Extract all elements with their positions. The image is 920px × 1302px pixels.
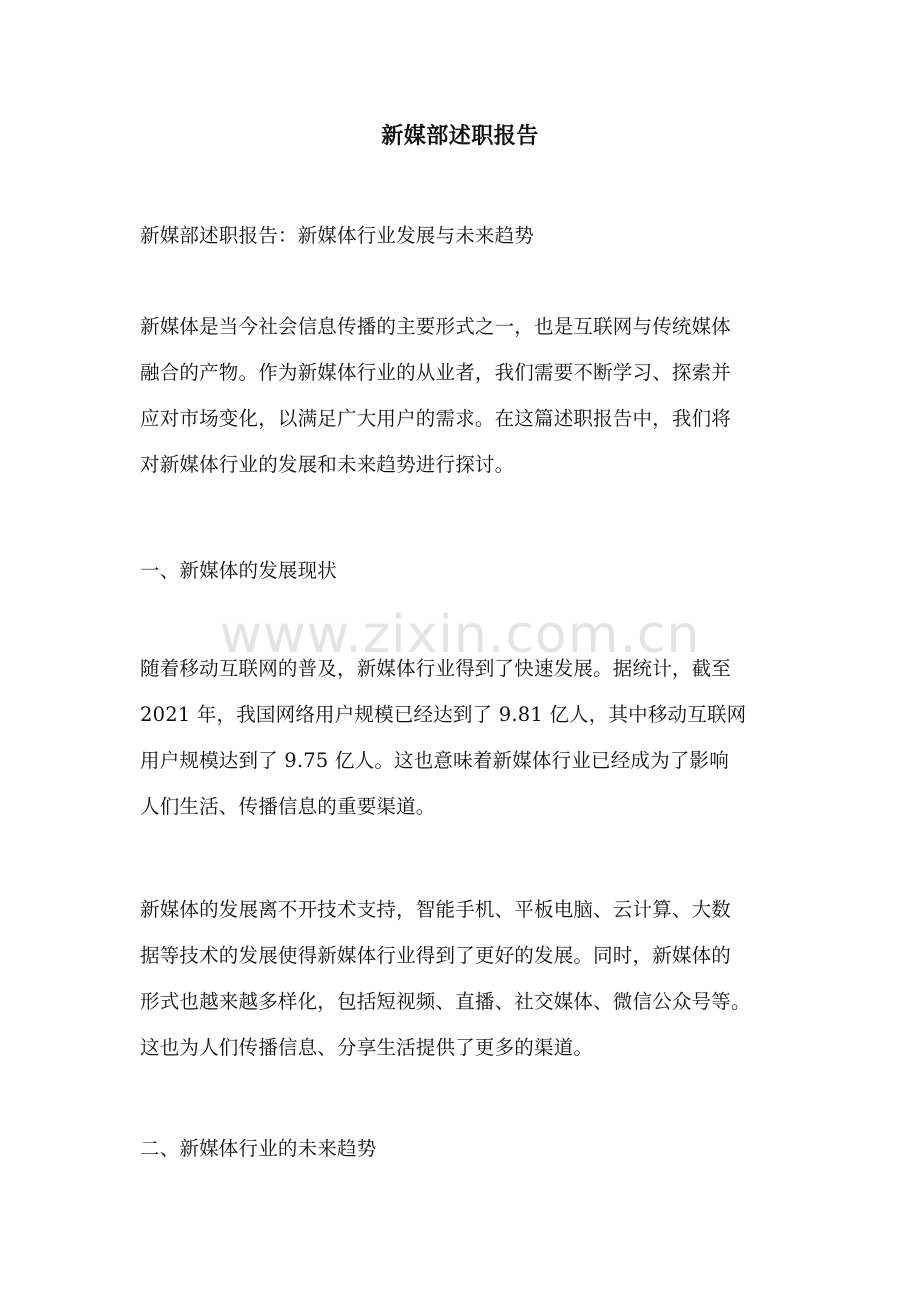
intro-line-3: 应对市场变化，以满足广大用户的需求。在这篇述职报告中，我们将 (140, 407, 732, 430)
watermark: www.zixin.com.cn (219, 605, 701, 665)
section-1-para-2-line-3: 形式也越来越多样化，包括短视频、直播、社交媒体、微信公众号等。 (140, 990, 751, 1013)
section-1-para-2-line-1: 新媒体的发展离不开技术支持，智能手机、平板电脑、云计算、大数 (140, 898, 732, 921)
section-2-heading: 二、新媒体行业的未来趋势 (140, 1137, 377, 1160)
section-1-para-2-line-4: 这也为人们传播信息、分享生活提供了更多的渠道。 (140, 1036, 594, 1059)
section-1-para-1-line-1: 随着移动互联网的普及，新媒体行业得到了快速发展。据统计，截至 (140, 657, 732, 680)
document-title: 新媒部述职报告 (381, 123, 539, 149)
section-1-heading: 一、新媒体的发展现状 (140, 559, 338, 582)
section-1-para-1-line-4: 人们生活、传播信息的重要渠道。 (140, 795, 436, 818)
intro-line-4: 对新媒体行业的发展和未来趋势进行探讨。 (140, 453, 515, 476)
intro-line-2: 融合的产物。作为新媒体行业的从业者，我们需要不断学习、探索并 (140, 361, 732, 384)
document-subtitle: 新媒部述职报告：新媒体行业发展与未来趋势 (140, 224, 535, 247)
section-1-para-2-line-2: 据等技术的发展使得新媒体行业得到了更好的发展。同时，新媒体的 (140, 944, 732, 967)
intro-line-1: 新媒体是当今社会信息传播的主要形式之一，也是互联网与传统媒体 (140, 315, 732, 338)
section-1-para-1-line-2: 2021 年，我国网络用户规模已经达到了 9.81 亿人，其中移动互联网 (140, 703, 747, 726)
section-1-para-1-line-3: 用户规模达到了 9.75 亿人。这也意味着新媒体行业已经成为了影响 (140, 749, 729, 772)
